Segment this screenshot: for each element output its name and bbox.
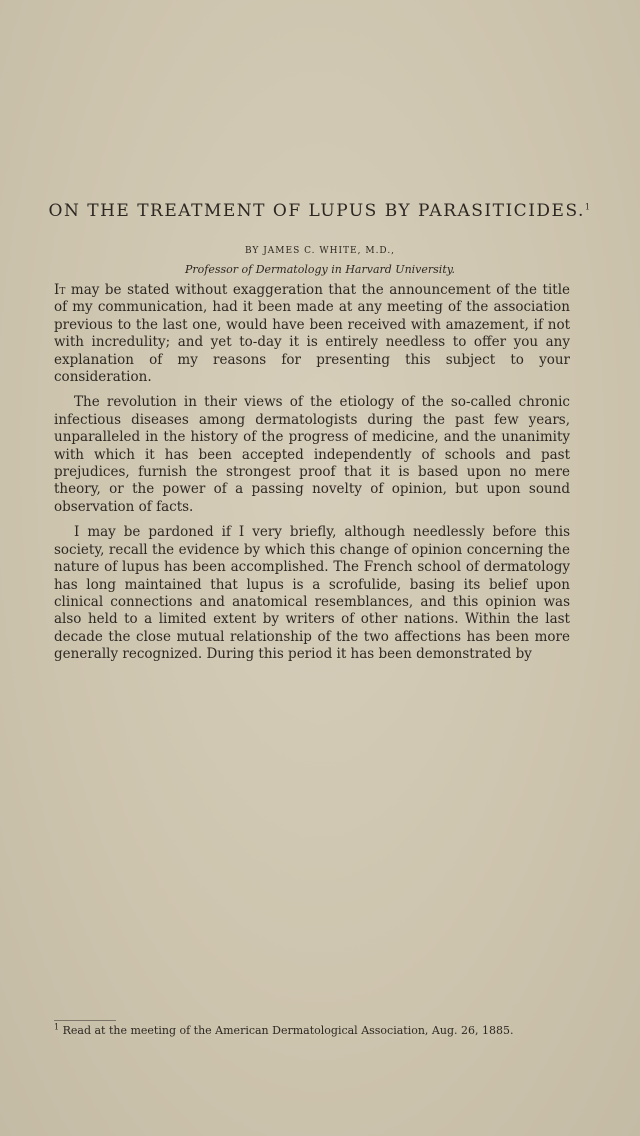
paragraph-1-text: may be stated without exaggeration that the announcement of the title of my communication, had it been made at any meeting of the association previous to the last one, would have been received with amazement, if not with incredulity; and yet to-day it is entirely needless to offer you any explanation of my reasons for presenting this subject to your consideration. xyxy=(54,282,570,386)
paragraph-3: I may be pardoned if I very briefly, although needlessly before this society, recall the evidence by which this change of opinion concerning the nature of lupus has been accomplished. The French school of dermatology has long maintained that lupus is a scrofulide, basing its belief upon clinical connections and anatomical resemblances, and this opinion was also held to a limited extent by writers of other nations. Within the last decade the close mutual relationship of the two affections has been more generally recognized. During this period it has been demonstrated by xyxy=(54,524,570,663)
author-byline: BY JAMES C. WHITE, M.D., xyxy=(244,246,396,256)
opening-word: It xyxy=(54,282,66,298)
author-affiliation: Professor of Dermatology in Harvard University. xyxy=(185,263,455,276)
footnote xyxy=(54,1024,570,1038)
footnote-text: Read at the meeting of the American Dermatological Association, Aug. 26, 1885. xyxy=(62,1024,514,1037)
article-title xyxy=(40,201,600,221)
article-body xyxy=(54,282,570,664)
paragraph-2: The revolution in their views of the etiology of the so-called chronic infectious diseases among dermatologists during the past few years, unparalleled in the history of the progress of medicine, and the unanimity with which it has been accepted independently of schools and past prejudices, furnish the strongest proof that it is based upon no mere theory, or the power of a passing novelty of opinion, but upon sound observation of facts. xyxy=(54,394,570,515)
paragraph-1 xyxy=(54,282,570,386)
footnote-divider xyxy=(54,1020,116,1021)
footnote-marker: 1 xyxy=(54,1022,60,1032)
article-title-text: ON THE TREATMENT OF LUPUS BY PARASITICIDES. xyxy=(48,201,585,221)
title-footnote-marker: 1 xyxy=(584,202,592,212)
